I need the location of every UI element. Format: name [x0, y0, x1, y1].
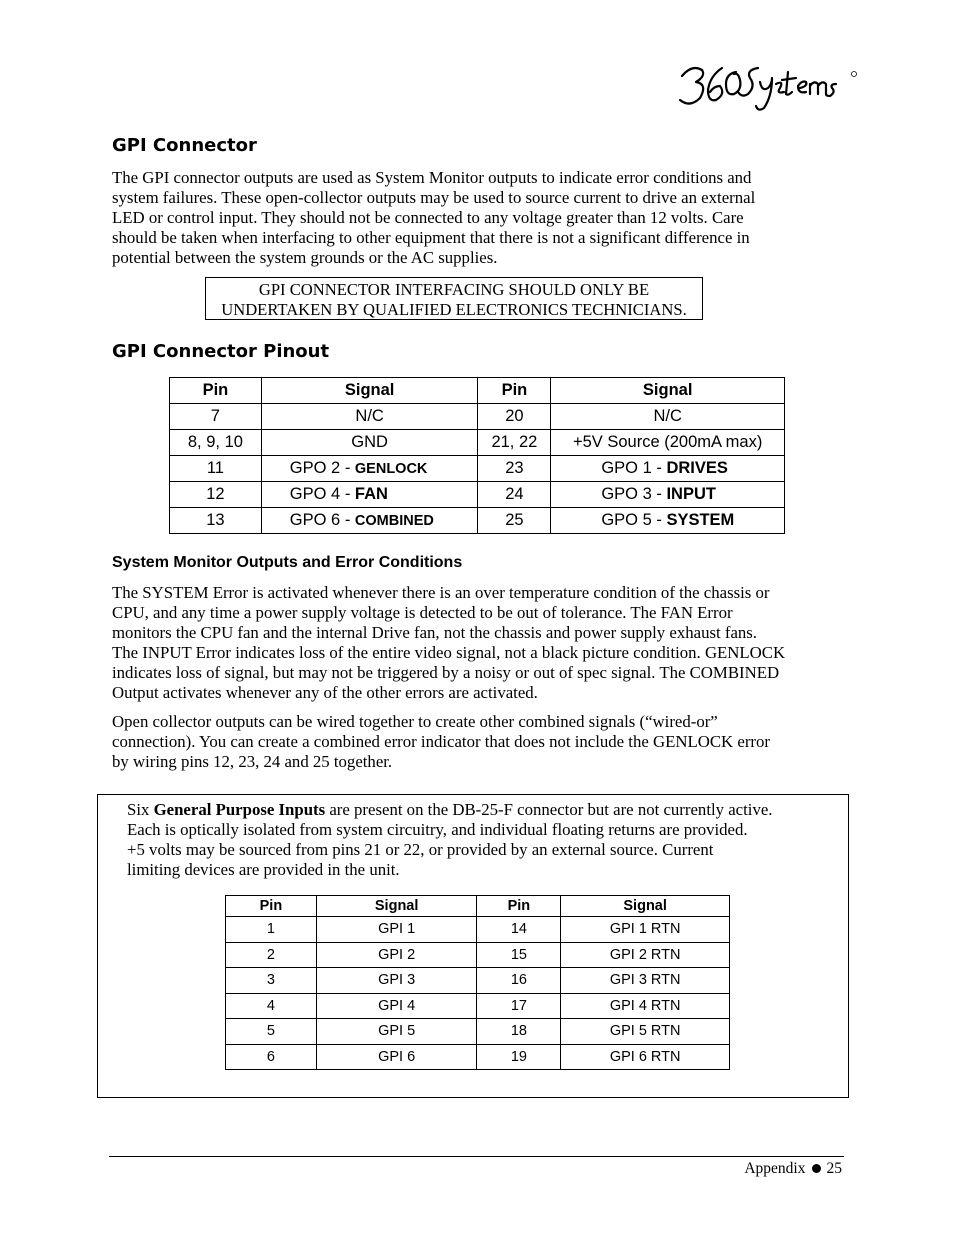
paragraph-line	[127, 800, 827, 820]
column-header: Pin	[170, 378, 262, 404]
pin-cell: 7	[170, 404, 262, 430]
table-row	[226, 1019, 730, 1045]
signal-prefix: GPO 5 -	[601, 511, 667, 529]
signal-cell	[261, 508, 478, 534]
pin-cell: 25	[478, 508, 551, 534]
column-header: Pin	[478, 378, 551, 404]
signal-prefix: GPO 4 -	[289, 485, 355, 503]
pin-cell: 2	[226, 942, 317, 968]
signal-cell: N/C	[551, 404, 785, 430]
pin-cell: 5	[226, 1019, 317, 1045]
paragraph-line: limiting devices are provided in the unit.	[127, 860, 400, 879]
paragraph-line: The INPUT Error indicates loss of the entire video signal, not a black picture condition. GENLOCK	[112, 643, 786, 662]
table-row	[170, 430, 785, 456]
table-row	[226, 993, 730, 1019]
pin-cell: 16	[477, 968, 561, 994]
table-row	[226, 1044, 730, 1070]
column-header: Signal	[551, 378, 785, 404]
pin-cell: 20	[478, 404, 551, 430]
signal-cell: GPI 5 RTN	[561, 1019, 730, 1045]
paragraph-line: monitors the CPU fan and the internal Drive fan, not the chassis and power supply exhaust fans.	[112, 623, 758, 642]
footer-rule	[109, 1156, 844, 1157]
paragraph-line: The GPI connector outputs are used as System Monitor outputs to indicate error conditions and	[112, 168, 752, 187]
360-systems-logo	[676, 58, 862, 114]
column-header: Pin	[477, 896, 561, 917]
paragraph-line: system failures. These open-collector outputs may be used to source current to drive an external	[112, 188, 756, 207]
signal-cell: GPI 2 RTN	[561, 942, 730, 968]
column-header: Pin	[226, 896, 317, 917]
pin-cell: 4	[226, 993, 317, 1019]
signal-cell: GPI 3 RTN	[561, 968, 730, 994]
signal-prefix: GPO 2 -	[289, 459, 355, 477]
footer-label: Appendix	[744, 1160, 806, 1177]
paragraph-line: Each is optically isolated from system circuitry, and individual floating returns are provided.	[127, 820, 748, 839]
pin-cell: 17	[477, 993, 561, 1019]
pin-cell: 8, 9, 10	[170, 430, 262, 456]
paragraph-line: CPU, and any time a power supply voltage is detected to be out of tolerance. The FAN Error	[112, 603, 733, 622]
table-row	[226, 942, 730, 968]
pin-cell: 21, 22	[478, 430, 551, 456]
warning-notice-box	[205, 277, 703, 320]
text-run: are present on the DB-25-F connector but are not currently active.	[325, 800, 773, 819]
paragraph-line: LED or control input. They should not be connected to any voltage greater than 12 volts. Care	[112, 208, 744, 227]
signal-name: GENLOCK	[354, 461, 428, 477]
pin-cell: 15	[477, 942, 561, 968]
table-row	[170, 456, 785, 482]
signal-cell	[551, 456, 785, 482]
signal-cell: +5V Source (200mA max)	[551, 430, 785, 456]
gpo-pinout-table	[169, 377, 785, 534]
notice-line: UNDERTAKEN BY QUALIFIED ELECTRONICS TECHNICIANS.	[221, 299, 687, 319]
signal-name: INPUT	[666, 485, 716, 503]
paragraph-line: potential between the system grounds or the AC supplies.	[112, 248, 498, 267]
paragraph-line: by wiring pins 12, 23, 24 and 25 together.	[112, 752, 393, 771]
paragraph-line: indicates loss of signal, but may not be triggered by a noisy or out of spec signal. The COMBINED	[112, 663, 780, 682]
section-title-system-monitor: System Monitor Outputs and Error Conditions	[112, 554, 463, 571]
paragraph-line: The SYSTEM Error is activated whenever there is an over temperature condition of the chassis or	[112, 583, 770, 602]
gpi-connector-paragraph	[112, 168, 842, 268]
section-title-gpi-connector: GPI Connector	[112, 135, 257, 156]
pin-cell: 1	[226, 917, 317, 943]
pin-cell: 13	[170, 508, 262, 534]
pin-cell: 19	[477, 1044, 561, 1070]
pin-cell: 23	[478, 456, 551, 482]
column-header: Signal	[561, 896, 730, 917]
signal-name: COMBINED	[354, 513, 434, 529]
signal-prefix: GPO 6 -	[289, 511, 355, 529]
signal-cell: GPI 2	[316, 942, 477, 968]
column-header: Signal	[261, 378, 478, 404]
bullet-icon	[812, 1164, 821, 1173]
signal-name: SYSTEM	[666, 511, 735, 529]
page-number: 25	[826, 1160, 842, 1177]
table-header-row	[170, 378, 785, 404]
signal-cell: GPI 1 RTN	[561, 917, 730, 943]
table-row	[170, 482, 785, 508]
notice-line: GPI CONNECTOR INTERFACING SHOULD ONLY BE	[258, 280, 650, 299]
signal-cell	[261, 456, 478, 482]
pin-cell: 11	[170, 456, 262, 482]
signal-cell: GPI 6	[316, 1044, 477, 1070]
signal-cell: N/C	[261, 404, 478, 430]
page-footer	[744, 1160, 842, 1178]
table-row	[226, 917, 730, 943]
paragraph-line: connection). You can create a combined error indicator that does not include the GENLOCK error	[112, 732, 770, 751]
general-purpose-inputs-text	[127, 800, 827, 880]
text-run: Six	[127, 800, 154, 819]
pin-cell: 18	[477, 1019, 561, 1045]
paragraph-line: Output activates whenever any of the other errors are activated.	[112, 683, 538, 702]
system-monitor-paragraph	[112, 583, 852, 703]
signal-cell: GND	[261, 430, 478, 456]
column-header: Signal	[316, 896, 477, 917]
pin-cell: 24	[478, 482, 551, 508]
paragraph-line: should be taken when interfacing to other equipment that there is not a significant difference in	[112, 228, 750, 247]
signal-prefix: GPO 1 -	[601, 459, 667, 477]
signal-name: DRIVES	[666, 459, 728, 477]
text-run-bold: General Purpose Inputs	[153, 800, 326, 819]
table-row	[226, 968, 730, 994]
signal-cell	[261, 482, 478, 508]
table-header-row	[226, 896, 730, 917]
wired-or-paragraph	[112, 712, 852, 772]
signal-cell: GPI 5	[316, 1019, 477, 1045]
pin-cell: 6	[226, 1044, 317, 1070]
signal-cell: GPI 4 RTN	[561, 993, 730, 1019]
signal-cell: GPI 3	[316, 968, 477, 994]
signal-cell	[551, 482, 785, 508]
signal-cell: GPI 6 RTN	[561, 1044, 730, 1070]
signal-cell: GPI 4	[316, 993, 477, 1019]
table-row	[170, 404, 785, 430]
pin-cell: 14	[477, 917, 561, 943]
pin-cell: 12	[170, 482, 262, 508]
signal-cell	[551, 508, 785, 534]
pin-cell: 3	[226, 968, 317, 994]
section-title-pinout: GPI Connector Pinout	[112, 341, 330, 362]
table-row	[170, 508, 785, 534]
signal-cell: GPI 1	[316, 917, 477, 943]
signal-name: FAN	[354, 485, 388, 503]
signal-prefix: GPO 3 -	[601, 485, 667, 503]
paragraph-line: Open collector outputs can be wired together to create other combined signals (“wired-or”	[112, 712, 718, 731]
gpi-inputs-table	[225, 895, 730, 1070]
paragraph-line: +5 volts may be sourced from pins 21 or 22, or provided by an external source. Current	[127, 840, 714, 859]
